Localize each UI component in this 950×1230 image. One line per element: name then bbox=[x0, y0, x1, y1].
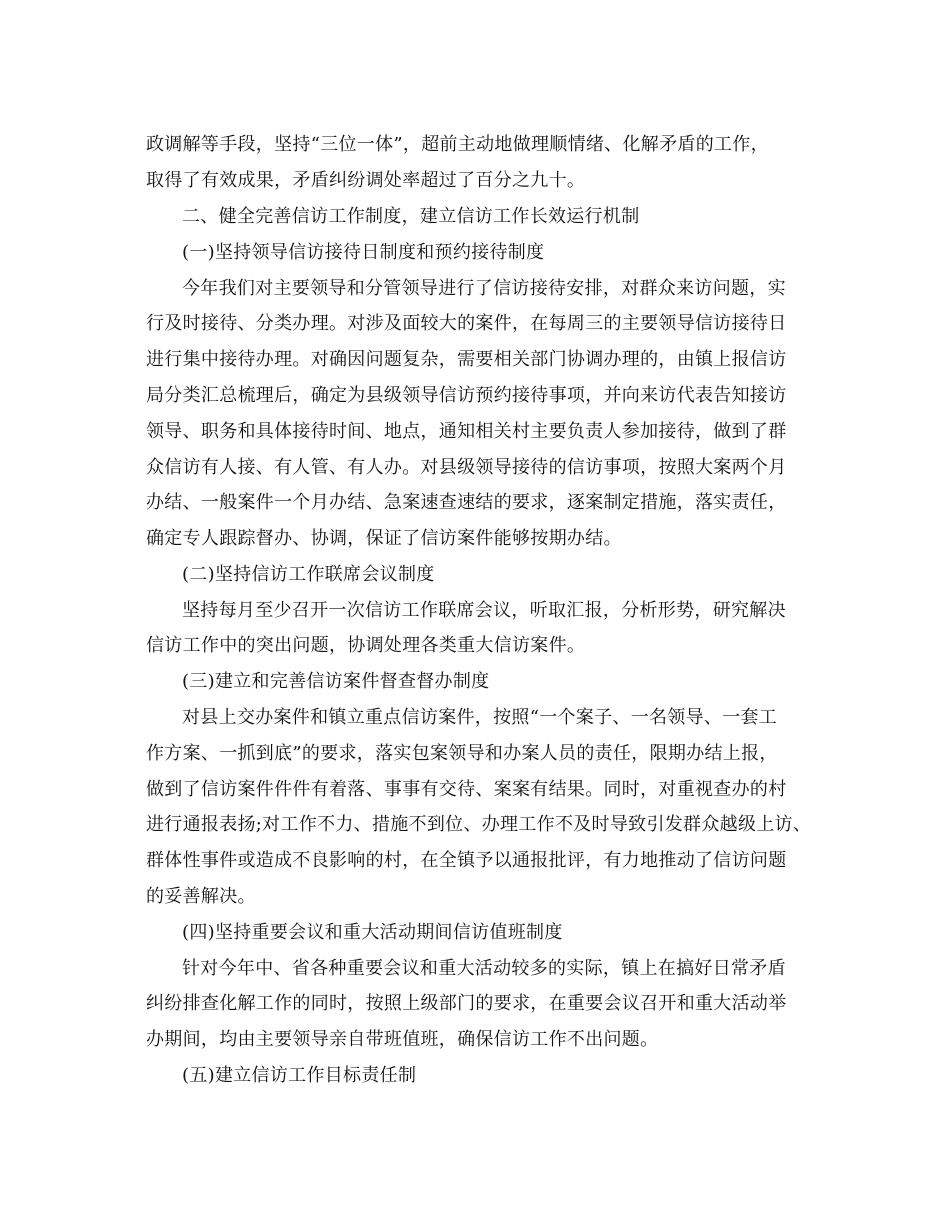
text-line: 针对今年中、省各种重要会议和重大活动较多的实际，镇上在搞好日常矛盾 bbox=[182, 958, 786, 979]
text-line: 信访工作中的突出问题，协调处理各类重大信访案件。 bbox=[146, 635, 586, 656]
subsection-heading: (五)建立信访工作目标责任制 bbox=[182, 1065, 417, 1086]
text-line: 进行集中接待办理。对确因问题复杂，需要相关部门协调办理的，由镇上报信访 bbox=[146, 349, 787, 370]
text-line: 办结、一般案件一个月办结、急案速查速结的要求，逐案制定措施，落实责任， bbox=[146, 492, 787, 513]
text-line: 今年我们对主要领导和分管领导进行了信访接待安排，对群众来访问题，实 bbox=[182, 278, 786, 299]
text-line: 做到了信访案件件件有着落、事事有交待、案案有结果。同时，对重视查办的村 bbox=[146, 779, 787, 800]
text-line: 的妥善解决。 bbox=[146, 886, 256, 907]
text-line: 取得了有效成果，矛盾纠纷调处率超过了百分之九十。 bbox=[146, 170, 586, 191]
text-line: 群体性事件或造成不良影响的村，在全镇予以通报批评，有力地推动了信访问题 bbox=[146, 850, 787, 871]
section-heading: 二、健全完善信访工作制度，建立信访工作长效运行机制 bbox=[182, 206, 640, 227]
text-line: 对县上交办案件和镇立重点信访案件，按照“一个案子、一名领导、一套工 bbox=[182, 707, 778, 728]
text-line: 领导、职务和具体接待时间、地点，通知相关村主要负责人参加接待，做到了群 bbox=[146, 421, 787, 442]
subsection-heading: (二)坚持信访工作联席会议制度 bbox=[182, 564, 435, 585]
text-line: 办期间，均由主要领导亲自带班值班，确保信访工作不出问题。 bbox=[146, 1029, 659, 1050]
text-line: 局分类汇总梳理后，确定为县级领导信访预约接待事项，并向来访代表告知接访 bbox=[146, 385, 787, 406]
text-line: 众信访有人接、有人管、有人办。对县级领导接待的信访事项，按照大案两个月 bbox=[146, 457, 787, 478]
text-line: 作方案、一抓到底”的要求，落实包案领导和办案人员的责任，限期办结上报， bbox=[146, 743, 778, 764]
text-line: 确定专人跟踪督办、协调，保证了信访案件能够按期办结。 bbox=[146, 528, 622, 549]
subsection-heading: (四)坚持重要会议和重大活动期间信访值班制度 bbox=[182, 922, 563, 943]
text-line: 纠纷排查化解工作的同时，按照上级部门的要求，在重要会议召开和重大活动举 bbox=[146, 993, 787, 1014]
subsection-heading: (三)建立和完善信访案件督查督办制度 bbox=[182, 671, 490, 692]
text-line: 进行通报表扬;对工作不力、措施不到位、办理工作不及时导致引发群众越级上访、 bbox=[146, 814, 812, 835]
text-line: 坚持每月至少召开一次信访工作联席会议，听取汇报，分析形势，研究解决 bbox=[182, 600, 786, 621]
text-line: 政调解等手段，坚持“三位一体”，超前主动地做理顺情绪、化解矛盾的工作， bbox=[146, 134, 769, 155]
subsection-heading: (一)坚持领导信访接待日制度和预约接待制度 bbox=[182, 242, 545, 263]
text-line: 行及时接待、分类办理。对涉及面较大的案件，在每周三的主要领导信访接待日 bbox=[146, 313, 787, 334]
